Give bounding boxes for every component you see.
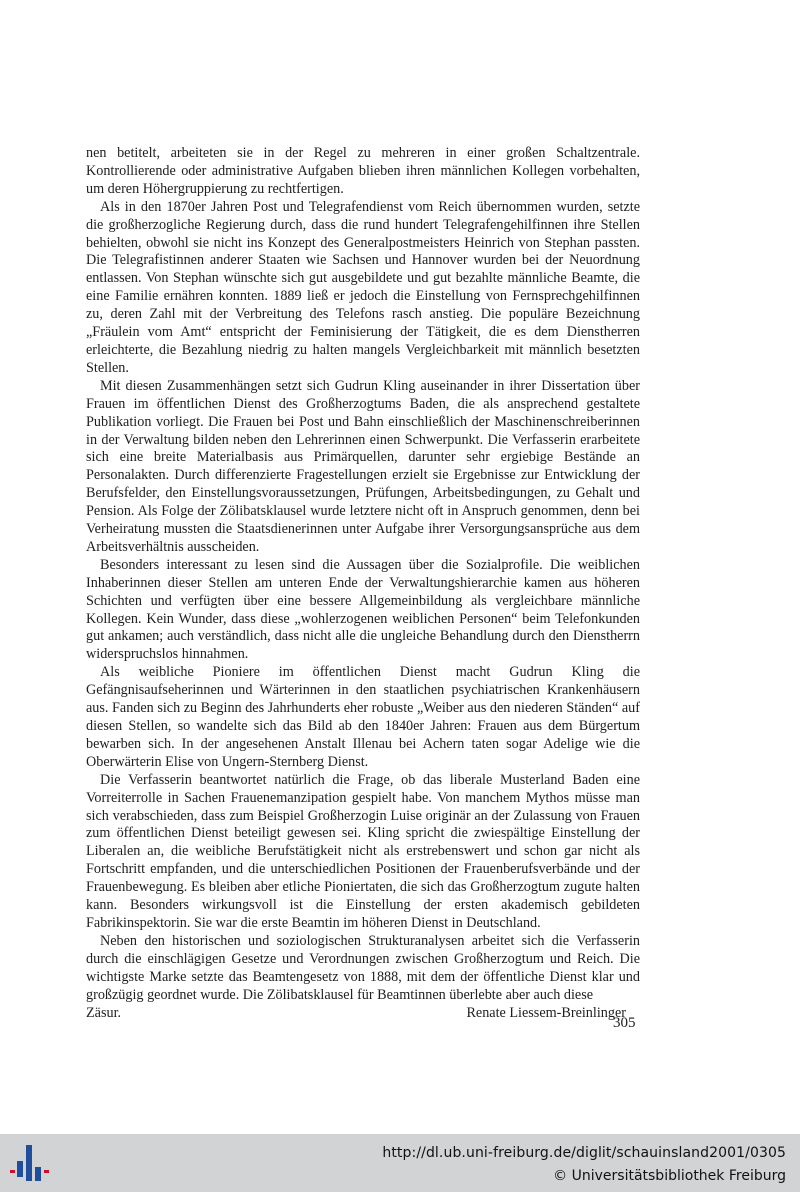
paragraph: Als in den 1870er Jahren Post und Telegrafendienst vom Reich übernommen wurden, setzte die großherzogliche Regierung durch, dass die rund hundert Telegrafengehilfinnen ihre Stellen behielten, obwohl sie nicht ins Konzept des Generalpostmeisters Heinrich von Stephan passten. Die Telegrafistinnen anderer Staaten wie Sachsen und Hannover wurden bei der Neuordnung entlassen. Von Stephan wünschte sich gut ausgebildete und gut bezahlte männliche Beamte, die eine Familie ernähren konnten. 1889 ließ er jedoch die Einstellung von Fernsprechgehilfinnen zu, deren Zahl mit der Verbreitung des Telefons rasch anstieg. Die populäre Bezeichnung „Fräulein vom Amt“ entspricht der Feminisierung der Tätigkeit, die es dem Dienstherren erleichterte, die Bezahlung niedrig zu halten mangels Vergleichbarkeit mit männlich besetzten Stellen. — [86, 198, 640, 376]
paragraph: Neben den historischen und soziologischen Strukturanalysen arbeitet sich die Verfasserin durch die einschlägigen Gesetze und Verordnungen zwischen Großherzogtum und Reich. Die wichtigste Marke setzte das Beamtengesetz von 1888, mit dem der öffentliche Dienst klar und großzügig geordnet wurde. Die Zölibatsklausel für Beamtinnen überlebte aber auch diese — [86, 932, 640, 1003]
paragraph: Mit diesen Zusammenhängen setzt sich Gudrun Kling auseinander in ihrer Dissertation über Frauen im öffentlichen Dienst des Großherzogtums Baden, die als ansprechend gestaltete Publikation vorliegt. Die Frauen bei Post und Bahn einschließlich der Maschinenschreiberinnen in der Verwaltung bilden neben den Lehrerinnen einen Schwerpunkt. Die Verfasserin erarbeitete sich eine breite Materialbasis aus Primärquellen, darunter sehr ergiebige Bestände an Personalakten. Durch differenzierte Fragestellungen erzielt sie Ergebnisse zur Entwicklung der Berufsfelder, den Einstellungsvoraussetzungen, Prüfungen, Arbeitsbedingungen, zu Gehalt und Pension. Als Folge der Zölibatsklausel wurde letztere nicht oft in Anspruch genommen, denn bei Verheiratung mussten die Staatsdienerinnen unter Aufgabe ihrer Versorgungsansprüche aus dem Arbeitsverhältnis ausscheiden. — [86, 377, 640, 555]
paragraph: Die Verfasserin beantwortet natürlich die Frage, ob das liberale Musterland Baden eine Vorreiterrolle in Sachen Frauenemanzipation gespielt habe. Von manchem Mythos müsse man sich verabschieden, dass zum Beispiel Großherzogin Luise originär an der Zulassung von Frauen zum öffentlichen Dienst beteiligt gewesen sei. Kling spricht die zwiespältige Einstellung der Liberalen an, die weibliche Berufstätigkeit nicht als erstrebenswert und schon gar nicht als Fortschritt empfanden, und die unterschiedlichen Positionen der Frauenberufsverbände und der Frauenbewegung. Es bleiben aber etliche Pioniertaten, die sich das Großherzogtum zugute halten kann. Besonders wirkungsvoll ist die Einstellung der ersten akademisch gebildeten Fabrikinspektorin. Sie war die erste Beamtin im höheren Dienst in Deutschland. — [86, 771, 640, 931]
review-author: Renate Liessem-Breinlinger — [466, 1004, 626, 1021]
copyright-notice: © Universitätsbibliothek Freiburg — [553, 1168, 786, 1184]
page-number: 305 — [613, 1015, 636, 1031]
last-word: Zäsur. — [86, 1004, 122, 1021]
paragraph: nen betitelt, arbeiteten sie in der Regel zu mehreren in einer großen Schaltzentrale. Kontrollierende oder administrative Aufgaben blieben ihren männlichen Kollegen vorbehalten, um deren Höhergruppierung zu rechtfertigen. — [86, 145, 640, 197]
ub-freiburg-logo-icon — [8, 1141, 52, 1185]
paragraph: Als weibliche Pioniere im öffentlichen Dienst macht Gudrun Kling die Gefängnisaufseherinnen und Wärterinnen in den staatlichen psychiatrischen Krankenhäusern aus. Fanden sich zu Beginn des Jahrhunderts eher robuste „Weiber aus den niederen Ständen“ auf diesen Stellen, so wandelte sich das Bild ab den 1840er Jahren: Frauen aus dem Bürgertum bewarben sich. In der angesehenen Anstalt Illenau bei Achern taten sogar Adelige wie die Oberwärterin Elise von Ungern-Sternberg Dienst. — [86, 664, 640, 770]
footer-bar — [0, 1134, 800, 1192]
paragraph: Besonders interessant zu lesen sind die Aussagen über die Sozialprofile. Die weiblichen Inhaberinnen dieser Stellen am unteren Ende der Verwaltungshierarchie kamen aus höheren Schichten und verfügten über eine bessere Allgemeinbildung als vergleichbare männliche Kollegen. Kein Wunder, dass diese „wohlerzogenen weiblichen Personen“ beim Telefonkunden gut ankamen; auch verständlich, dass nicht alle die ungleiche Behandlung durch den Dienstherrn widerspruchslos hinnahmen. — [86, 556, 640, 663]
closing-line — [86, 1005, 640, 1023]
source-url-link[interactable]: http://dl.ub.uni-freiburg.de/diglit/schauinsland2001/0305 — [382, 1145, 786, 1161]
body-text — [86, 145, 640, 1022]
